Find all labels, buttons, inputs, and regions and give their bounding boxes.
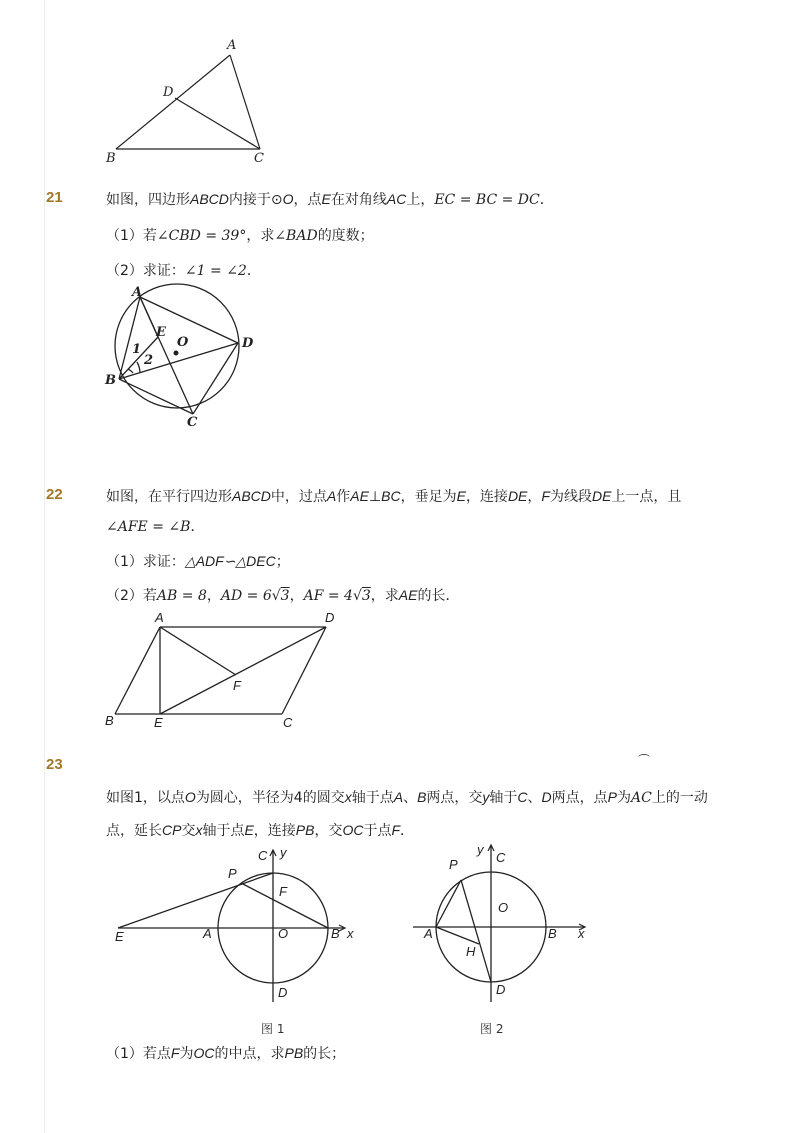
label-c: C — [258, 848, 268, 863]
label-o: O — [177, 335, 189, 350]
label-b: B — [105, 373, 116, 388]
label-a: A — [132, 285, 143, 300]
label-c: C — [187, 415, 198, 430]
question-number-21: 21 — [46, 189, 63, 206]
label-d: D — [278, 985, 288, 1000]
label-d: D — [163, 85, 174, 100]
figure-q23-fig2 — [0, 840, 800, 1040]
angle-mark-2 — [137, 362, 140, 372]
seg-ab — [119, 297, 140, 379]
seg-ab — [115, 627, 160, 714]
label-a: A — [203, 926, 212, 941]
segment-dc — [175, 98, 260, 149]
q23-statement: 如图1，以点O为圆心，半径为4的圆交x轴于点A、B两点，交y轴于C、D两点，点P为AC上的一动 — [106, 789, 708, 806]
label-d: D — [496, 982, 506, 997]
figure-q21-circle — [0, 280, 800, 430]
label-c: C — [283, 715, 293, 730]
label-b: B — [331, 926, 340, 941]
label-b: B — [548, 926, 557, 941]
label-h: H — [466, 944, 476, 959]
label-c: C — [496, 850, 506, 865]
label-p: P — [228, 866, 237, 881]
figure-q22-parallelogram — [0, 608, 800, 738]
caption-fig2: 图 2 — [480, 1022, 504, 1036]
seg-af — [160, 627, 236, 675]
label-a: A — [155, 610, 164, 625]
label-f: F — [279, 884, 287, 899]
caption-fig1: 图 1 — [261, 1022, 285, 1036]
label-p: P — [449, 857, 458, 872]
q21-part2: （2）求证：∠1 = ∠2． — [106, 263, 261, 279]
label-b: B — [106, 151, 116, 166]
q23-statement-cont: 点，延长CP交x轴于点E，连接PB，交OC于点F． — [106, 822, 415, 839]
label-o: O — [498, 900, 509, 915]
label-y: y — [280, 845, 287, 860]
q21-part1: （1）若∠CBD = 39°，求∠BAD的度数； — [106, 228, 374, 244]
question-number-22: 22 — [46, 486, 63, 503]
label-c: C — [254, 151, 264, 166]
label-e: E — [154, 715, 163, 730]
label-angle-1: 1 — [132, 342, 142, 357]
label-angle-2: 2 — [144, 353, 154, 368]
seg-ap — [436, 880, 461, 927]
segment-ba — [116, 55, 230, 149]
q22-statement-cont: ∠AFE = ∠B． — [106, 519, 205, 535]
q22-part2: （2）若AB = 8，AD = 6√3，AF = 4√3，求AE的长． — [106, 587, 460, 604]
label-o: O — [278, 926, 289, 941]
label-e: E — [115, 929, 124, 944]
figure-triangle-abc — [0, 0, 800, 180]
label-y: y — [477, 842, 484, 857]
seg-pd — [461, 880, 491, 982]
question-number-23: 23 — [46, 756, 63, 773]
label-a: A — [424, 926, 433, 941]
seg-ah — [436, 927, 479, 944]
label-d: D — [242, 336, 254, 351]
seg-bc — [119, 379, 193, 414]
label-x: x — [347, 926, 354, 941]
segment-ac — [230, 55, 260, 149]
label-e: E — [156, 325, 166, 340]
label-a: A — [227, 38, 237, 53]
seg-cd — [193, 343, 238, 414]
q23-part1: （1）若点F为OC的中点，求PB的长； — [106, 1045, 346, 1062]
q22-statement: 如图，在平行四边形ABCD中，过点A作AE⊥BC，垂足为E，连接DE，F为线段DE上一点，且 — [106, 488, 682, 505]
label-d: D — [325, 610, 335, 625]
seg-de — [160, 627, 326, 714]
angle-mark-1 — [128, 369, 133, 373]
label-b: B — [105, 713, 114, 728]
arc-symbol — [638, 754, 650, 761]
q21-statement: 如图，四边形ABCD内接于⊙O，点E在对角线AC上，EC = BC = DC． — [106, 191, 554, 208]
q22-part1: （1）求证：△ADF∽△DEC； — [106, 553, 290, 570]
label-x: x — [578, 926, 585, 941]
center-dot-o — [174, 351, 179, 356]
label-f: F — [233, 678, 241, 693]
seg-dc — [282, 627, 326, 714]
